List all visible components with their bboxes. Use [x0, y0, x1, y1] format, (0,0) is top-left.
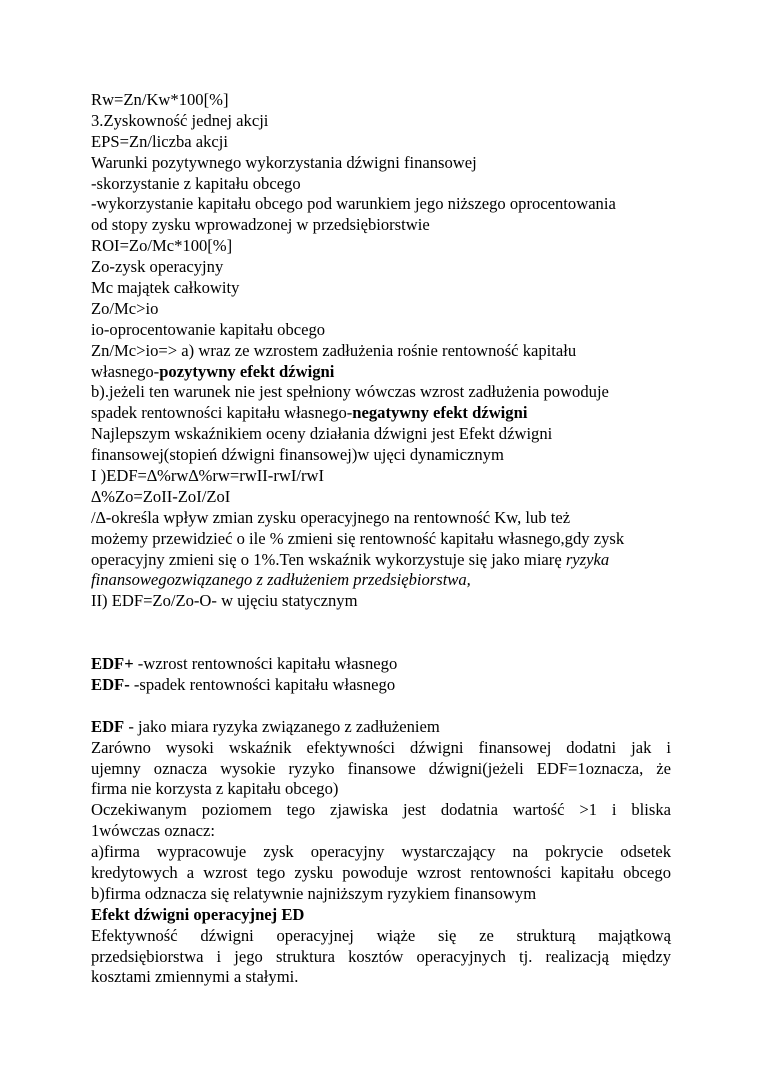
text-run: Rw=Zn/Kw*100[%]: [91, 90, 229, 109]
text-line: [91, 926, 671, 947]
text-run: 3.Zyskowność jednej akcji: [91, 110, 269, 130]
text-line: [91, 570, 671, 591]
text-run: /∆-określa wpływ zmian zysku operacyjnego na rentowność Kw, lub też: [91, 507, 571, 527]
text-run: - jako miara ryzyka związanego z zadłużeniem: [124, 716, 440, 736]
text-run: ∆%Zo=ZoII-ZoI/ZoI: [91, 486, 231, 506]
text-line: [91, 466, 671, 487]
text-line: [91, 111, 671, 132]
text-line: [91, 529, 671, 550]
text-line: [91, 153, 671, 174]
text-line: [91, 236, 671, 257]
bold-text: Efekt dźwigni operacyjnej ED: [91, 904, 305, 924]
text-run: operacyjny zmieni się o 1%.Ten wskaźnik wykorzystuje się jako miarę: [91, 549, 566, 569]
text-run: -spadek rentowności kapitału własnego: [129, 674, 396, 694]
text-run: EPS=Zn/liczba akcji: [91, 131, 229, 151]
document-body: [91, 90, 671, 988]
text-line: [91, 675, 671, 696]
text-run: ujemny oznacza wysokie ryzyko finansowe dźwigni(jeżeli EDF=1oznacza, że: [91, 758, 671, 778]
text-line: [91, 654, 671, 675]
text-line: [91, 947, 671, 968]
text-run: Zn/Mc>io=> a) wraz ze wzrostem zadłużenia rośnie rentowność kapitału: [91, 340, 577, 360]
text-run: kosztami zmiennymi a stałymi.: [91, 967, 299, 987]
text-run: io-oprocentowanie kapitału obcego: [91, 319, 326, 339]
bold-text: EDF+: [91, 654, 134, 674]
text-run: ROI=Zo/Mc*100[%]: [91, 236, 233, 256]
text-line: [91, 194, 671, 215]
text-run: firma nie korzysta z kapitału obcego): [91, 779, 339, 799]
text-run: Zarówno wysoki wskaźnik efektywności dźwigni finansowej dodatni jak i: [91, 737, 671, 757]
text-line: [91, 550, 671, 571]
text-run: Warunki pozytywnego wykorzystania dźwigni finansowej: [91, 152, 477, 172]
text-line: [91, 821, 671, 842]
text-run: Zo-zysk operacyjny: [91, 257, 224, 277]
text-run: -skorzystanie z kapitału obcego: [91, 173, 301, 193]
text-line: [91, 132, 671, 153]
text-line: [91, 215, 671, 236]
text-line: [91, 382, 671, 403]
text-run: przedsiębiorstwa i jego struktura kosztów operacyjnych tj. realizacją między: [91, 946, 671, 966]
text-line: [91, 717, 671, 738]
text-run: b)firma odznacza się relatywnie najniższym ryzykiem finansowym: [91, 883, 537, 903]
text-line: [91, 424, 671, 445]
text-line: [91, 738, 671, 759]
blank-line: [91, 633, 671, 654]
text-run: Efektywność dźwigni operacyjnej wiąże się ze strukturą majątkową: [91, 925, 671, 945]
text-line: [91, 863, 671, 884]
text-run: Mc majątek całkowity: [91, 278, 240, 298]
text-line: [91, 905, 671, 926]
text-line: [91, 257, 671, 278]
text-line: [91, 445, 671, 466]
blank-line: [91, 612, 671, 633]
blank-line: [91, 696, 671, 717]
italic-text: finansowegozwiązanego z zadłużeniem przedsiębiorstwa,: [91, 570, 471, 590]
text-run: finansowej(stopień dźwigni finansowej)w ujęci dynamicznym: [91, 445, 504, 465]
text-line: [91, 403, 671, 424]
text-line: [91, 341, 671, 362]
text-line: [91, 779, 671, 800]
text-line: [91, 800, 671, 821]
text-line: [91, 967, 671, 988]
text-line: [91, 759, 671, 780]
text-line: [91, 174, 671, 195]
bold-text: EDF: [91, 716, 125, 736]
text-run: Zo/Mc>io: [91, 298, 159, 318]
text-run: możemy przewidzieć o ile % zmieni się rentowność kapitału własnego,gdy zysk: [91, 528, 625, 548]
text-run: od stopy zysku wprowadzonej w przedsiębiorstwie: [91, 215, 430, 235]
text-line: [91, 842, 671, 863]
text-run: -wzrost rentowności kapitału własnego: [133, 654, 398, 674]
text-run: a)firma wypracowuje zysk operacyjny wystarczający na pokrycie odsetek: [91, 842, 671, 862]
bold-text: EDF-: [91, 674, 130, 694]
text-run: spadek rentowności kapitału własnego-: [91, 403, 353, 423]
italic-text: ryzyka: [565, 549, 610, 569]
text-run: II) EDF=Zo/Zo-O- w ujęciu statycznym: [91, 591, 358, 611]
text-line: [91, 508, 671, 529]
text-line: [91, 362, 671, 383]
text-run: I )EDF=∆%rw∆%rw=rwII-rwI/rwI: [91, 466, 325, 486]
text-run: kredytowych a wzrost tego zysku powoduje wzrost rentowności kapitału obcego: [91, 862, 671, 882]
text-line: [91, 884, 671, 905]
text-run: b).jeżeli ten warunek nie jest spełniony wówczas wzrost zadłużenia powoduje: [91, 382, 609, 402]
text-run: 1wówczas oznacz:: [91, 821, 215, 841]
bold-text: negatywny efekt dźwigni: [352, 403, 528, 423]
text-run: -wykorzystanie kapitału obcego pod warunkiem jego niższego oprocentowania: [91, 194, 616, 214]
text-line: [91, 487, 671, 508]
text-run: Oczekiwanym poziomem tego zjawiska jest dodatnia wartość >1 i bliska: [91, 800, 671, 820]
text-line: [91, 591, 671, 612]
text-line: [91, 299, 671, 320]
text-run: Najlepszym wskaźnikiem oceny działania dźwigni jest Efekt dźwigni: [91, 424, 553, 444]
text-line: [91, 278, 671, 299]
text-line: [91, 90, 671, 111]
text-line: [91, 320, 671, 341]
bold-text: pozytywny efekt dźwigni: [159, 361, 335, 381]
text-run: własnego-: [91, 361, 160, 381]
